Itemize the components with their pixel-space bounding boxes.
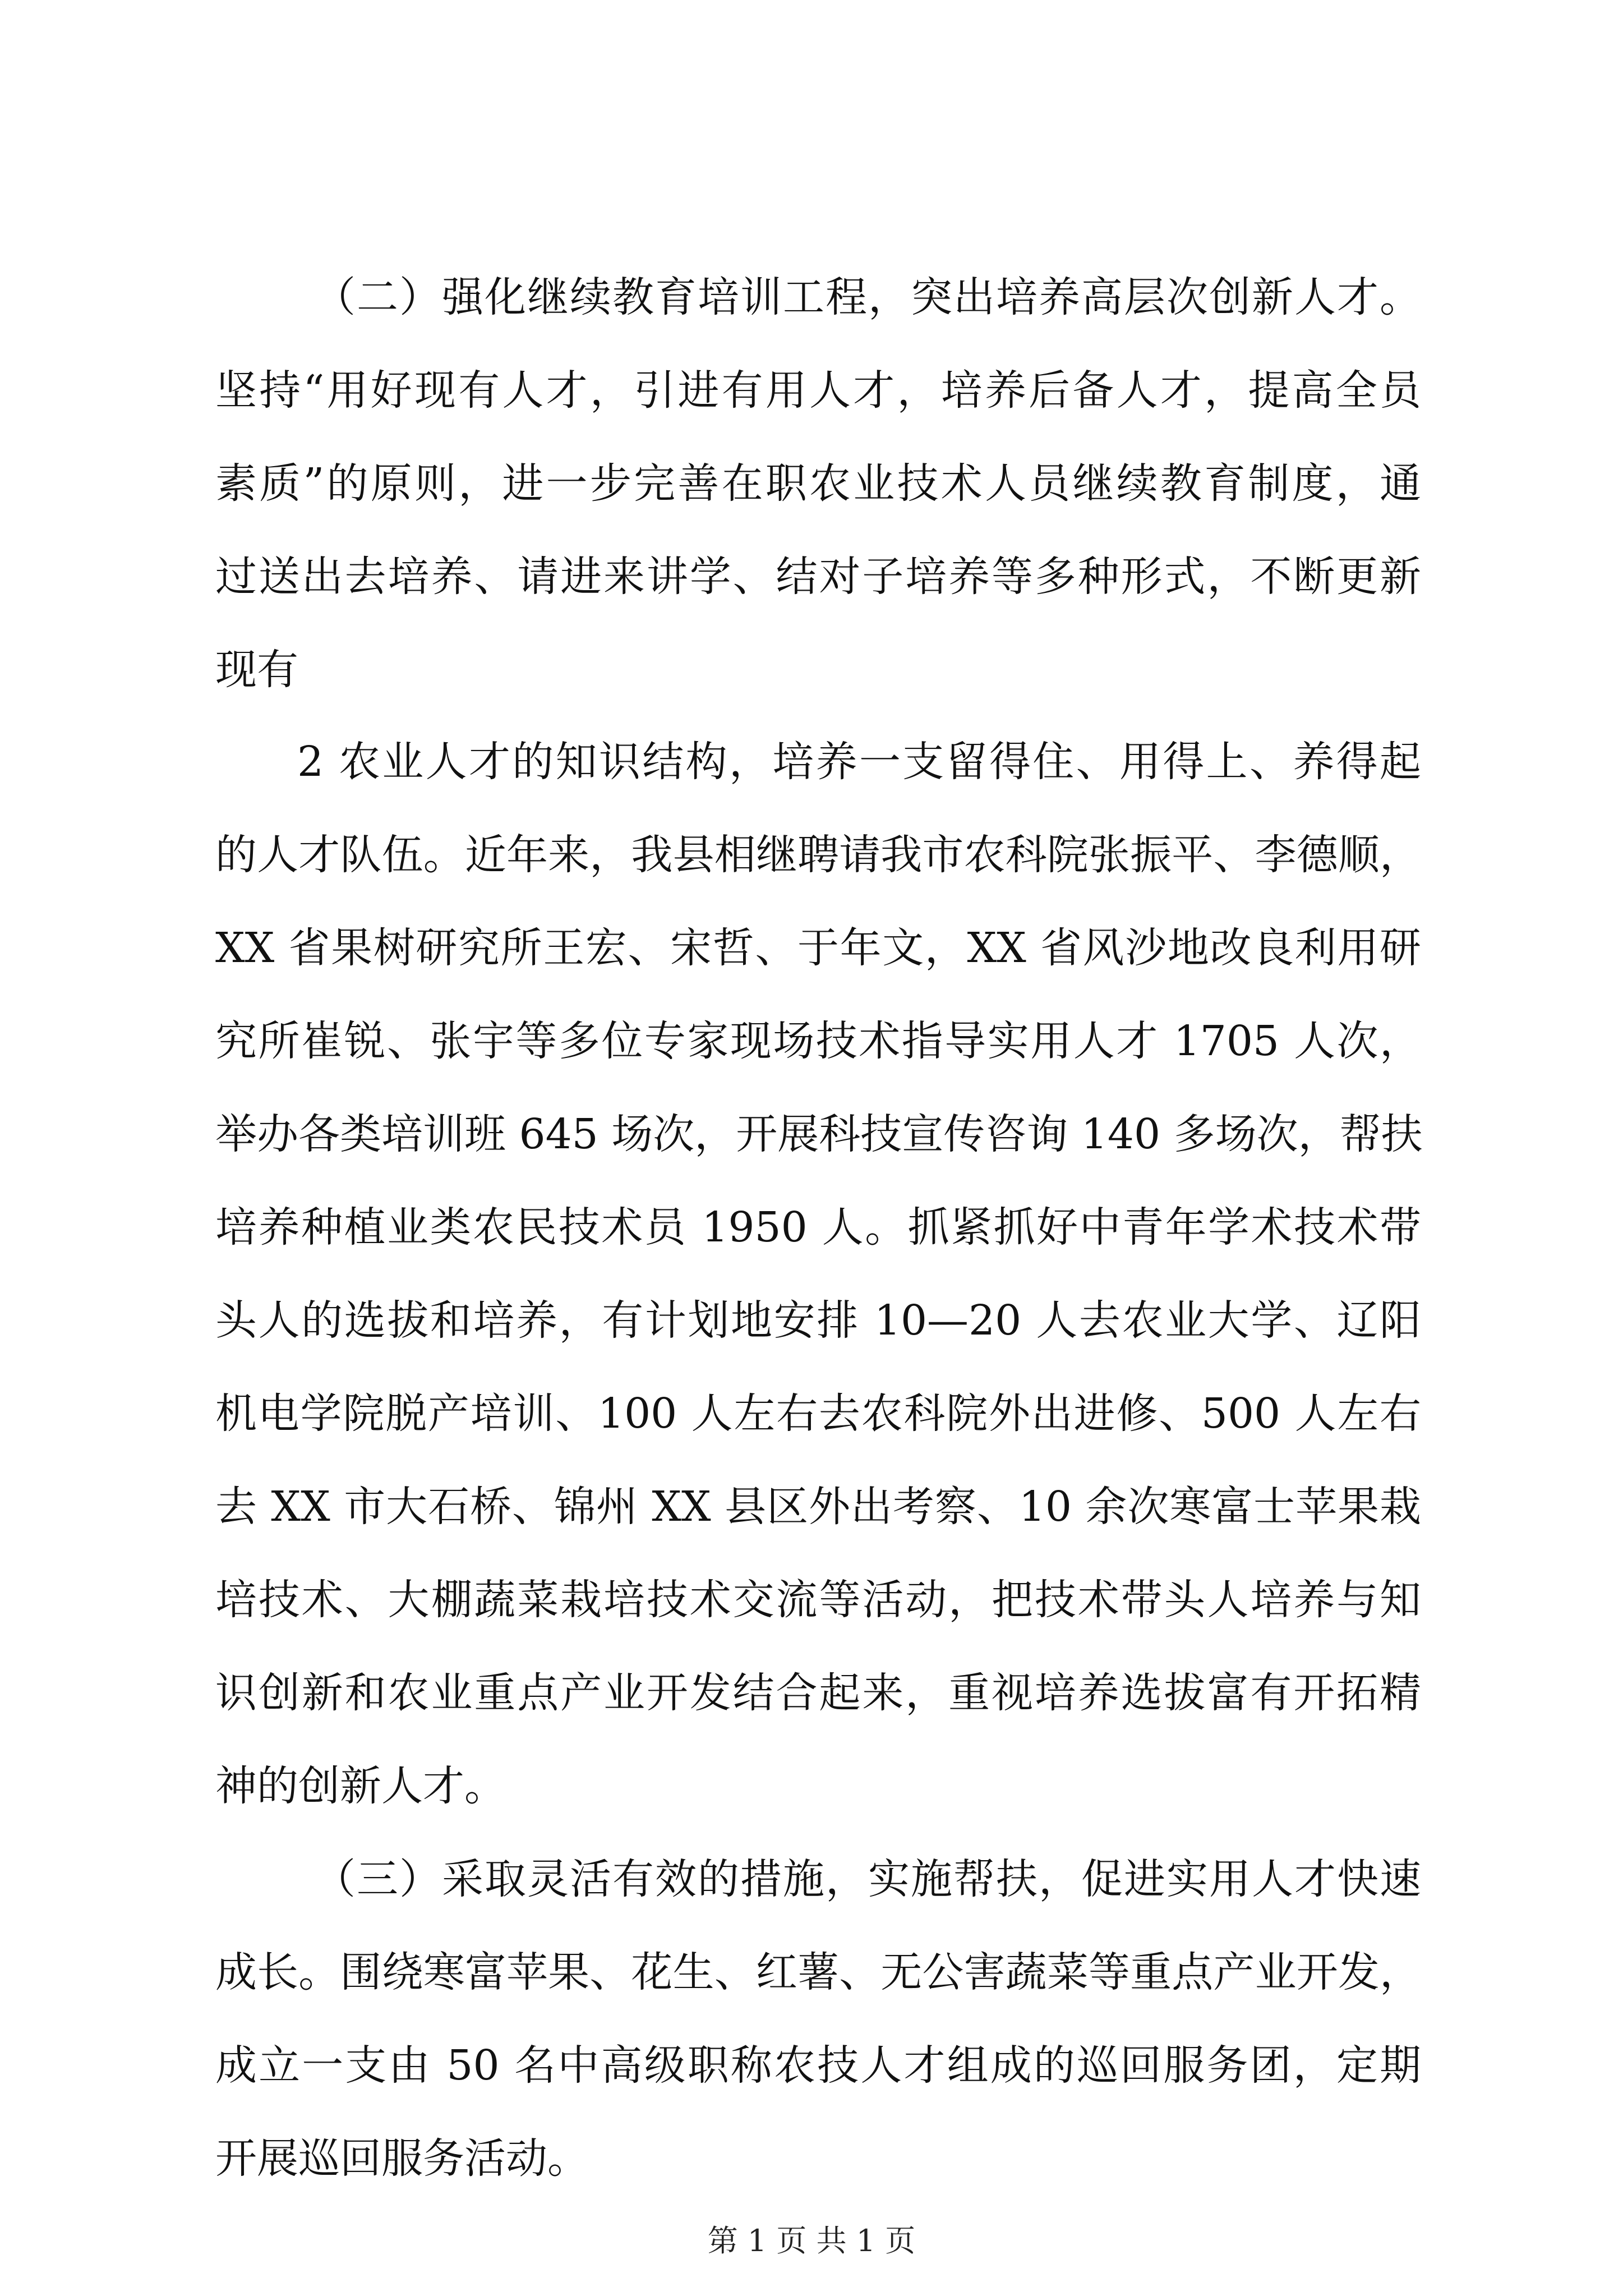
paragraph-line-5: 现有 <box>215 646 298 694</box>
paragraph-line-7: 的人才队伍。近年来，我县相继聘请我市农科院张振平、李德顺， <box>215 831 1421 879</box>
paragraph-line-14: 去 XX 市大石桥、锦州 XX 县区外出考察、10 余次寒富士苹果栽 <box>215 1483 1421 1531</box>
paragraph-line-6: 2 农业人才的知识结构，培养一支留得住、用得上、养得起 <box>297 738 1421 786</box>
page-footer: 第 1 页 共 1 页 <box>707 2223 916 2258</box>
paragraph-line-10: 举办各类培训班 645 场次，开展科技宣传咨询 140 多场次，帮扶 <box>215 1110 1423 1158</box>
paragraph-line-4: 过送出去培养、请进来讲学、结对子培养等多种形式，不断更新 <box>215 553 1421 601</box>
paragraph-line-17: 神的创新人才。 <box>215 1762 506 1810</box>
paragraph-line-9: 究所崔锐、张宇等多位专家现场技术指导实用人才 1705 人次， <box>215 1017 1421 1065</box>
paragraph-line-12: 头人的选拔和培养，有计划地安排 10—20 人去农业大学、辽阳 <box>215 1296 1421 1345</box>
paragraph-line-13: 机电学院脱产培训、100 人左右去农科院外出进修、500 人左右 <box>215 1389 1421 1438</box>
paragraph-line-18: （三）采取灵活有效的措施，实施帮扶，促进实用人才快速 <box>314 1855 1421 1903</box>
paragraph-line-19: 成长。围绕寒富苹果、花生、红薯、无公害蔬菜等重点产业开发， <box>215 1948 1421 1996</box>
paragraph-line-1: （二）强化继续教育培训工程，突出培养高层次创新人才。 <box>314 273 1421 321</box>
paragraph-line-15: 培技术、大棚蔬菜栽培技术交流等活动，把技术带头人培养与知 <box>215 1576 1421 1624</box>
paragraph-line-20: 成立一支由 50 名中高级职称农技人才组成的巡回服务团，定期 <box>215 2041 1421 2090</box>
paragraph-line-8: XX 省果树研究所王宏、宋哲、于年文，XX 省风沙地改良利用研 <box>215 924 1421 972</box>
paragraph-line-3: 素质”的原则，进一步完善在职农业技术人员继续教育制度，通 <box>215 459 1421 508</box>
paragraph-line-21: 开展巡回服务活动。 <box>215 2134 589 2183</box>
paragraph-line-16: 识创新和农业重点产业开发结合起来，重视培养选拔富有开拓精 <box>215 1669 1421 1717</box>
paragraph-line-11: 培养种植业类农民技术员 1950 人。抓紧抓好中青年学术技术带 <box>215 1203 1421 1251</box>
paragraph-line-2: 坚持“用好现有人才，引进有用人才，培养后备人才，提高全员 <box>215 366 1421 415</box>
